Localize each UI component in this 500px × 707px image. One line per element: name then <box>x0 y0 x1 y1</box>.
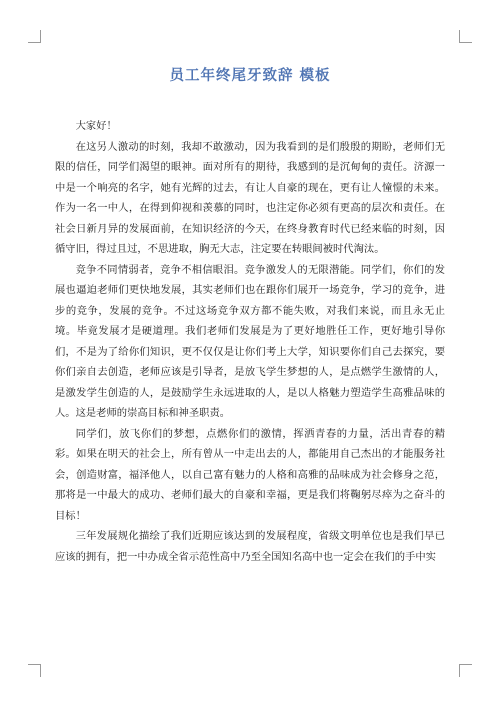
corner-mark-bottom-left <box>28 664 41 677</box>
corner-mark-top-left <box>28 30 41 43</box>
paragraph-1: 在这另人激动的时刻，我却不敢激动，因为我看到的是们殷殷的期盼，老师们无限的信任，同学们渴望的眼神。面对所有的期待，我感到的是沉甸甸的责任。济源一中是一个响亮的名字，她有光辉的过去，有让人自豪的现在，更有让人憧憬的未来。作为一名一中人，在得到仰视和羡慕的同时，也注定你必须有更高的层次和责任。在社会日新月异的发展面前，在知识经济的今天，在终身教育时代已经来临的时刻，因循守旧，得过且过，不思进取，胸无大志，注定要在转眼间被时代淘汰。 <box>55 140 445 255</box>
corner-mark-top-right <box>459 30 472 43</box>
greeting: 大家好！ <box>75 120 117 132</box>
paragraph-3: 同学们，放飞你们的梦想，点燃你们的激情，挥洒青春的力量，活出青春的精彩。如果在明天的社会上，所有曾从一中走出去的人，都能用自己杰出的才能服务社会，创造财富，福泽他人，以自己富有魅力的人格和高雅的品味成为社会修身之范，那将是一中最大的成功、老师们最大的自豪和幸福，更是我们将鞠躬尽瘁为之奋斗的目标！ <box>55 427 445 522</box>
paragraph-4: 三年发展规化描绘了我们近期应该达到的发展程度，省级文明单位也是我们早已应该的拥有，把一中办成全省示范性高中乃至全国知名高中也一定会在我们的手中实 <box>55 530 445 563</box>
document-body <box>55 116 445 567</box>
paragraph-2: 竞争不同情弱者，竞争不相信眼泪。竞争激发人的无限潜能。同学们，你们的发展也逼迫老师们更快地发展，其实老师们也在跟你们展开一场竞争，学习的竞争，进步的竞争，发展的竞争。不过这场竞争双方都不能失败，对我们来说，而且永无止境。毕竟发展才是硬道理。我们老师们发展是为了更好地胜任工作，更好地引导你们，不是为了给你们知识，更不仅仅是让你们考上大学，知识要你们自己去探究，要你们亲自去创造，老师应该是引导者，是放飞学生梦想的人，是点燃学生激情的人，是激发学生创造的人，是鼓励学生永远进取的人，是以人格魅力塑造学生高雅品味的人。这是老师的崇高目标和神圣职责。 <box>55 263 445 419</box>
document-title: 员工年终尾牙致辞 模板 <box>169 68 331 84</box>
corner-mark-bottom-right <box>459 664 472 677</box>
